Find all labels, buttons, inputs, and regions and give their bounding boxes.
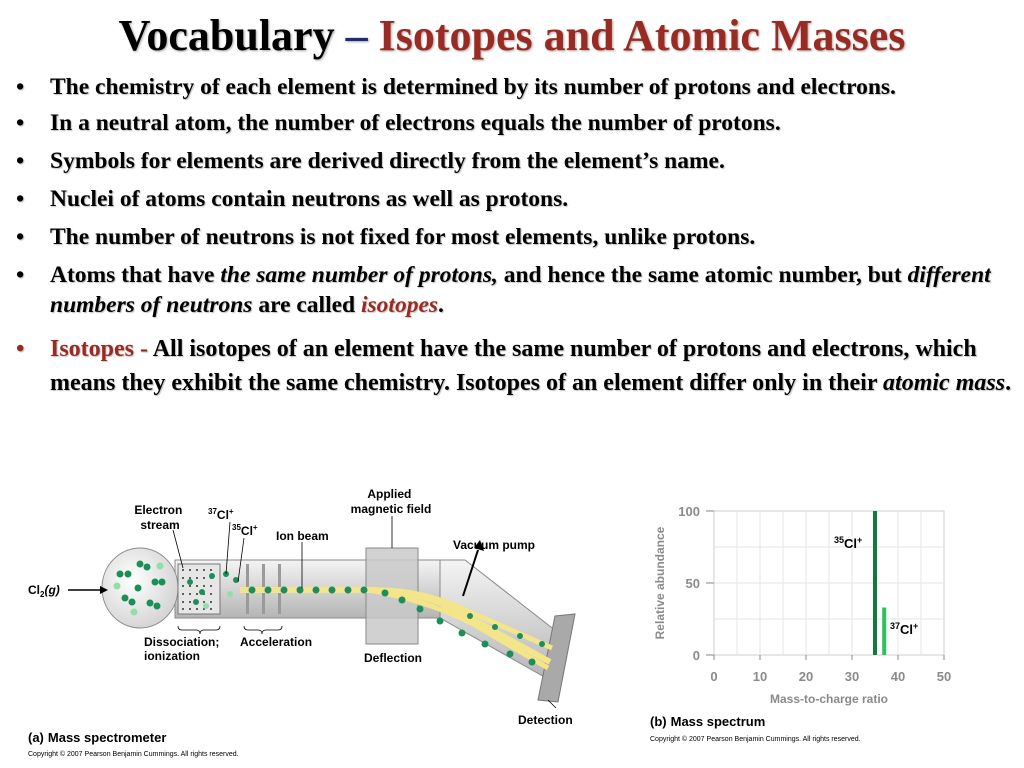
bullet-item (14, 146, 1020, 176)
bullet-text: The chemistry of each element is determined by its number of protons and electrons. (50, 74, 896, 100)
chart-x-tick-label: 20 (798, 669, 814, 684)
title-dash: – (345, 11, 368, 60)
chart-y-ticks (678, 504, 714, 663)
spectrum-peak-35Cl+ (873, 511, 877, 655)
bullet-term-label: Isotopes - (50, 336, 153, 362)
chart-y-tick-label: 50 (685, 576, 700, 591)
label-dissociation-ionization: Dissociation; ionization (144, 635, 220, 663)
bullet-item (14, 184, 1020, 214)
slide-title (0, 10, 1024, 62)
bullet-item (14, 332, 1020, 400)
label-detection: Detection (518, 713, 573, 727)
bullet-list (14, 72, 1020, 400)
bullet-text-part: All isotopes of an element have the same number of protons and electrons, which means they exhibit the same chemistry. Isotopes of an element differ only in their (50, 336, 977, 396)
bullet-dot: • (16, 336, 25, 362)
dissociation-bracket (178, 626, 220, 634)
peak-label-cl35: $^{35}$Cl+ (834, 535, 863, 551)
bullet-dot: • (16, 262, 25, 288)
label-cl2-gas: $Cl_2(g)$ (28, 583, 60, 599)
title-vocabulary: Vocabulary (118, 11, 335, 60)
chart-x-tick-label: 10 (752, 669, 768, 684)
chart-x-ticks (710, 655, 951, 684)
chart-x-axis-label: Mass-to-charge ratio (769, 692, 889, 706)
bullet-text: Symbols for elements are derived directly from the element’s name. (50, 148, 725, 174)
ionization-grid (178, 564, 220, 614)
bullet-italic-different-neutrons: different numbers of neutrons (50, 262, 991, 318)
mass-spectrometry-figure (0, 478, 1024, 768)
bullet-text: In a neutral atom, the number of electrons equals the number of protons. (50, 110, 781, 136)
bullet-term-isotopes: isotopes (361, 292, 439, 318)
chart-y-tick-label: 100 (678, 504, 700, 519)
bullet-dot: • (16, 148, 25, 174)
bullet-italic-same-protons: the same number of protons, (220, 262, 498, 288)
bullet-text-part: and hence the same atomic number, but (497, 262, 908, 288)
title-topic: Isotopes and Atomic Masses (378, 11, 906, 60)
chart-x-tick-label: 0 (710, 669, 718, 684)
bullet-item (14, 72, 1020, 102)
bullet-item (14, 222, 1020, 252)
bullet-dot: • (16, 224, 25, 250)
mass-spectrum-chart (650, 504, 951, 743)
chart-x-tick-label: 30 (844, 669, 860, 684)
bullet-dot: • (16, 110, 25, 136)
bullet-text-part: . (438, 292, 444, 318)
label-cl37-ion: $^{37}$Cl+ (208, 507, 234, 522)
label-vacuum-pump: Vacuum pump (453, 538, 536, 552)
label-ion-beam: Ion beam (276, 529, 329, 543)
label-applied-magnetic-field: Applied magnetic field (350, 487, 432, 516)
bullet-dot: • (16, 186, 25, 212)
bullet-item (14, 260, 1020, 320)
bullet-italic-atomic-mass: atomic mass (883, 370, 1006, 396)
chart-x-tick-label: 50 (936, 669, 952, 684)
mass-spectrometer-diagram (28, 487, 575, 758)
peak-label-cl37: $^{37}$Cl+ (890, 621, 919, 637)
label-electron-stream: Electron stream (134, 503, 183, 532)
bullet-text-part: Atoms that have (50, 262, 221, 288)
label-deflection: Deflection (364, 651, 423, 665)
copyright-a: Copyright © 2007 Pearson Benjamin Cummings. All rights reserved. (28, 751, 239, 758)
bullet-text-part: are called (252, 292, 361, 318)
bullet-dot: • (16, 74, 25, 100)
bullet-text: Nuclei of atoms contain neutrons as well as protons. (50, 186, 569, 212)
chart-y-tick-label: 0 (692, 648, 700, 663)
spectrum-peak-37Cl+ (882, 607, 886, 655)
acceleration-bracket (244, 626, 282, 634)
label-cl35-ion: $^{35}$Cl+ (232, 523, 258, 538)
caption-mass-spectrometer: (a) Mass spectrometer (28, 730, 167, 745)
bullet-text-part: . (1005, 370, 1012, 396)
chart-y-axis-label: Relative abundance (653, 526, 667, 640)
bullet-text: The number of neutrons is not fixed for most elements, unlike protons. (50, 224, 756, 250)
caption-mass-spectrum: (b) Mass spectrum (650, 714, 766, 729)
copyright-b: Copyright © 2007 Pearson Benjamin Cummings. All rights reserved. (650, 736, 861, 743)
label-acceleration: Acceleration (240, 635, 313, 649)
bullet-item (14, 108, 1020, 138)
chart-x-tick-label: 40 (890, 669, 906, 684)
